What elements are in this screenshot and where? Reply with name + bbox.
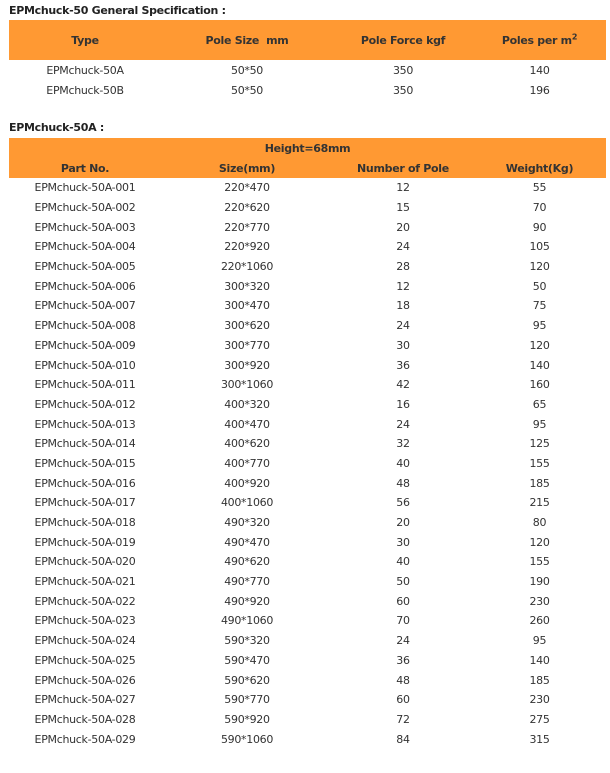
cell-number-of-pole: 50 [396, 575, 410, 589]
table-row [9, 375, 606, 395]
cell-size: 490*620 [224, 555, 270, 569]
cell-part-no: EPMchuck-50A-024 [34, 634, 136, 648]
cell-part-no: EPMchuck-50A-002 [34, 201, 136, 215]
cell-type: EPMchuck-50B [46, 83, 124, 97]
header-size: Size(mm) [161, 158, 333, 178]
cell-weight: 95 [532, 417, 547, 431]
cell-weight: 95 [532, 319, 547, 333]
cell-part-no: EPMchuck-50A-017 [34, 496, 136, 510]
cell-poles-per-m2: 140 [529, 63, 550, 77]
cell-size: 220*770 [224, 220, 270, 234]
cell-part-no: EPMchuck-50A-023 [34, 614, 136, 628]
cell-pole-force: 350 [392, 63, 414, 77]
table-row [9, 572, 606, 592]
cell-weight: 185 [529, 673, 550, 687]
table-row [9, 532, 606, 552]
cell-weight: 70 [532, 201, 547, 215]
table-row [9, 296, 606, 316]
table-row [9, 611, 606, 631]
table-row [9, 257, 606, 277]
table-row [9, 80, 606, 100]
cell-number-of-pole: 84 [396, 732, 410, 746]
cell-size: 400*1060 [220, 496, 274, 510]
cell-number-of-pole: 12 [396, 181, 410, 195]
cell-part-no: EPMchuck-50A-007 [34, 299, 136, 313]
cell-number-of-pole: 36 [396, 358, 410, 372]
model-a-header-row [9, 158, 606, 178]
cell-part-no: EPMchuck-50A-026 [34, 673, 136, 687]
table-row [9, 631, 606, 651]
cell-size: 220*620 [224, 201, 270, 215]
table-row [9, 710, 606, 730]
table-row [9, 355, 606, 375]
cell-weight: 185 [529, 476, 550, 490]
table-row [9, 217, 606, 237]
cell-part-no: EPMchuck-50A-022 [34, 594, 136, 608]
cell-number-of-pole: 48 [396, 476, 410, 490]
cell-part-no: EPMchuck-50A-011 [34, 378, 136, 392]
cell-size: 590*320 [224, 634, 270, 648]
cell-size: 300*470 [224, 299, 270, 313]
cell-weight: 95 [532, 634, 547, 648]
table-row [9, 198, 606, 218]
table-row [9, 434, 606, 454]
cell-size: 300*920 [224, 358, 270, 372]
cell-number-of-pole: 18 [396, 299, 410, 313]
cell-number-of-pole: 36 [396, 653, 410, 667]
height-row [9, 138, 606, 158]
cell-size: 300*1060 [220, 378, 274, 392]
cell-size: 490*320 [224, 516, 270, 530]
cell-number-of-pole: 30 [396, 535, 410, 549]
cell-number-of-pole: 16 [396, 397, 410, 411]
cell-size: 300*770 [224, 338, 270, 352]
cell-weight: 155 [529, 456, 550, 470]
cell-part-no: EPMchuck-50A-006 [34, 279, 136, 293]
cell-number-of-pole: 15 [396, 201, 410, 215]
cell-number-of-pole: 32 [396, 437, 410, 451]
header-poles-per-m2-label: Poles per m [501, 33, 572, 47]
cell-number-of-pole: 60 [396, 594, 410, 608]
cell-weight: 125 [529, 437, 550, 451]
cell-size: 400*620 [224, 437, 270, 451]
cell-weight: 75 [532, 299, 547, 313]
cell-number-of-pole: 60 [396, 693, 410, 707]
cell-size: 490*770 [224, 575, 270, 589]
cell-size: 220*1060 [220, 260, 274, 274]
header-pole-size: Pole Size mm [161, 20, 333, 60]
cell-size: 590*770 [224, 693, 270, 707]
cell-number-of-pole: 70 [396, 614, 410, 628]
cell-number-of-pole: 30 [396, 338, 410, 352]
table-row [9, 60, 606, 80]
cell-size: 220*470 [224, 181, 270, 195]
cell-size: 300*320 [224, 279, 270, 293]
cell-number-of-pole: 24 [396, 634, 410, 648]
table-row [9, 237, 606, 257]
cell-pole-force: 350 [392, 83, 414, 97]
table-row [9, 552, 606, 572]
table-row [9, 690, 606, 710]
cell-part-no: EPMchuck-50A-018 [34, 516, 136, 530]
cell-part-no: EPMchuck-50A-013 [34, 417, 136, 431]
cell-weight: 90 [532, 220, 547, 234]
cell-weight: 140 [529, 358, 550, 372]
cell-part-no: EPMchuck-50A-021 [34, 575, 136, 589]
cell-number-of-pole: 72 [396, 712, 410, 726]
cell-weight: 190 [529, 575, 550, 589]
cell-part-no: EPMchuck-50A-001 [34, 181, 136, 195]
table-row [9, 729, 606, 749]
cell-type: EPMchuck-50A [46, 63, 124, 77]
cell-weight: 80 [532, 516, 547, 530]
cell-poles-per-m2: 196 [529, 83, 550, 97]
cell-part-no: EPMchuck-50A-009 [34, 338, 136, 352]
cell-number-of-pole: 12 [396, 279, 410, 293]
general-spec-table [9, 20, 606, 100]
cell-size: 400*320 [224, 397, 270, 411]
superscript-2: 2 [571, 31, 578, 41]
cell-part-no: EPMchuck-50A-010 [34, 358, 136, 372]
cell-number-of-pole: 24 [396, 240, 410, 254]
table-row [9, 395, 606, 415]
height-label: Height=68mm [9, 138, 606, 158]
cell-part-no: EPMchuck-50A-004 [34, 240, 136, 254]
cell-weight: 65 [532, 397, 547, 411]
cell-number-of-pole: 20 [396, 220, 410, 234]
cell-size: 590*920 [224, 712, 270, 726]
table-row [9, 336, 606, 356]
cell-weight: 50 [532, 279, 547, 293]
cell-size: 490*470 [224, 535, 270, 549]
cell-number-of-pole: 24 [396, 319, 410, 333]
cell-number-of-pole: 56 [396, 496, 410, 510]
cell-part-no: EPMchuck-50A-025 [34, 653, 136, 667]
general-spec-header-row [9, 20, 606, 60]
cell-part-no: EPMchuck-50A-015 [34, 456, 136, 470]
cell-weight: 275 [529, 712, 550, 726]
table-row [9, 178, 606, 198]
header-number-of-pole: Number of Pole [333, 158, 473, 178]
cell-weight: 55 [532, 181, 547, 195]
cell-weight: 120 [529, 535, 550, 549]
cell-size: 490*1060 [220, 614, 274, 628]
cell-number-of-pole: 20 [396, 516, 410, 530]
cell-weight: 260 [529, 614, 550, 628]
model-a-title: EPMchuck-50A : [9, 121, 104, 134]
cell-number-of-pole: 24 [396, 417, 410, 431]
header-pole-force: Pole Force kgf [333, 20, 473, 60]
cell-weight: 155 [529, 555, 550, 569]
cell-part-no: EPMchuck-50A-019 [34, 535, 136, 549]
cell-part-no: EPMchuck-50A-003 [34, 220, 136, 234]
general-spec-title: EPMchuck-50 General Specification : [9, 4, 226, 17]
cell-size: 400*470 [224, 417, 270, 431]
cell-weight: 230 [529, 693, 550, 707]
cell-part-no: EPMchuck-50A-020 [34, 555, 136, 569]
cell-number-of-pole: 40 [396, 456, 410, 470]
cell-number-of-pole: 40 [396, 555, 410, 569]
cell-pole-size: 50*50 [231, 83, 263, 97]
table-row [9, 651, 606, 671]
cell-size: 490*920 [224, 594, 270, 608]
cell-size: 590*470 [224, 653, 270, 667]
cell-weight: 105 [529, 240, 550, 254]
cell-size: 590*620 [224, 673, 270, 687]
cell-size: 590*1060 [220, 732, 274, 746]
cell-part-no: EPMchuck-50A-012 [34, 397, 136, 411]
cell-size: 300*620 [224, 319, 270, 333]
cell-size: 220*920 [224, 240, 270, 254]
model-a-table [9, 138, 606, 749]
cell-part-no: EPMchuck-50A-016 [34, 476, 136, 490]
table-row [9, 454, 606, 474]
cell-weight: 120 [529, 338, 550, 352]
header-weight: Weight(Kg) [473, 158, 606, 178]
table-row [9, 276, 606, 296]
cell-weight: 120 [529, 260, 550, 274]
cell-part-no: EPMchuck-50A-029 [34, 732, 136, 746]
cell-weight: 315 [529, 732, 550, 746]
cell-pole-size: 50*50 [231, 63, 263, 77]
cell-part-no: EPMchuck-50A-028 [34, 712, 136, 726]
cell-weight: 160 [529, 378, 550, 392]
table-row [9, 414, 606, 434]
header-type: Type [9, 20, 161, 60]
table-row [9, 316, 606, 336]
cell-part-no: EPMchuck-50A-005 [34, 260, 136, 274]
cell-part-no: EPMchuck-50A-008 [34, 319, 136, 333]
cell-part-no: EPMchuck-50A-027 [34, 693, 136, 707]
cell-number-of-pole: 28 [396, 260, 410, 274]
table-row [9, 473, 606, 493]
cell-weight: 140 [529, 653, 550, 667]
table-row [9, 670, 606, 690]
cell-number-of-pole: 48 [396, 673, 410, 687]
cell-number-of-pole: 42 [396, 378, 410, 392]
table-row [9, 591, 606, 611]
cell-weight: 230 [529, 594, 550, 608]
table-row [9, 513, 606, 533]
cell-weight: 215 [529, 496, 550, 510]
table-row [9, 493, 606, 513]
header-poles-per-m2 [473, 20, 606, 60]
cell-size: 400*920 [224, 476, 270, 490]
cell-size: 400*770 [224, 456, 270, 470]
cell-part-no: EPMchuck-50A-014 [34, 437, 136, 451]
header-part-no: Part No. [9, 158, 161, 178]
